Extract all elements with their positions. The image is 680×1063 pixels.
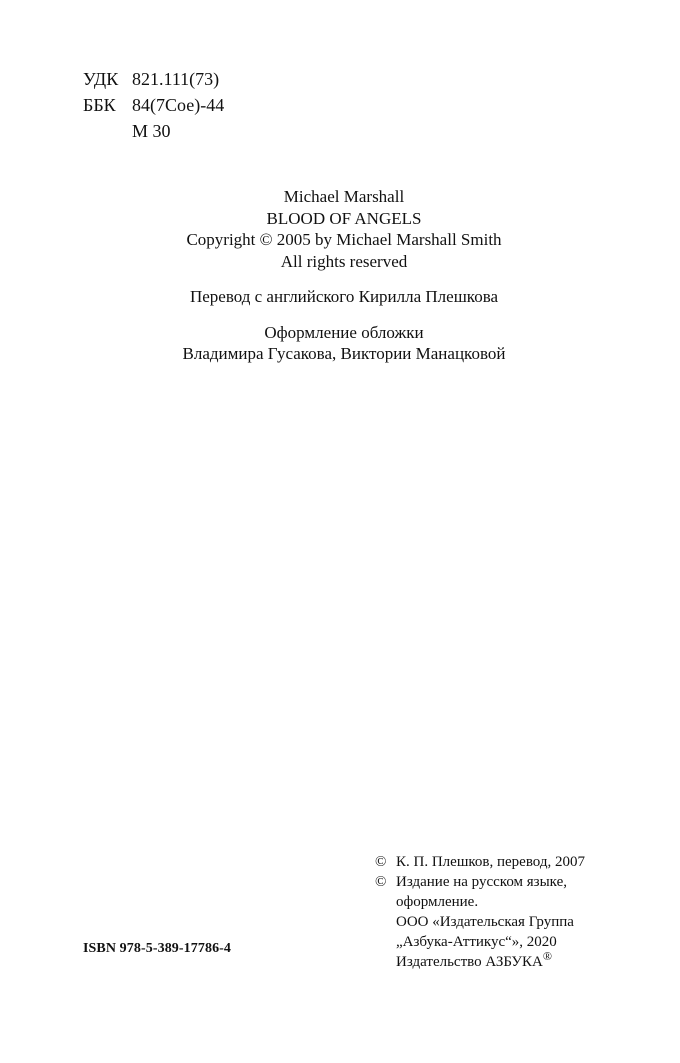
- copyright-line-translation: [375, 852, 645, 872]
- edition-copyright: Издание на русском языке,: [396, 874, 567, 890]
- copyright-symbol: ©: [375, 854, 387, 870]
- credits-block: [0, 186, 680, 365]
- original-author: Michael Marshall: [283, 187, 405, 206]
- copyright-line-edition: [375, 872, 645, 892]
- udk-label: УДК: [83, 69, 119, 89]
- original-title: BLOOD OF ANGELS: [266, 208, 422, 228]
- bbk-label: ББК: [83, 95, 116, 115]
- udk-value: 821.111(73): [132, 69, 220, 89]
- bbk-row: [83, 92, 224, 118]
- author-mark: М 30: [132, 121, 171, 141]
- copyright-block: [375, 852, 645, 972]
- publisher-name: Издательство АЗБУКА: [396, 954, 543, 970]
- publisher-group-year: „Азбука-Аттикус“», 2020: [396, 934, 557, 950]
- translation-copyright: К. П. Плешков, перевод, 2007: [396, 854, 585, 870]
- classification-block: [83, 66, 224, 144]
- copyright-symbol: ©: [375, 874, 387, 890]
- cover-design-label: Оформление обложки: [264, 322, 424, 342]
- publisher-group: ООО «Издательская Группа: [396, 914, 574, 930]
- udk-row: [83, 66, 224, 92]
- translation-credit: Перевод с английского Кирилла Плешкова: [189, 287, 499, 306]
- original-copyright: Copyright © 2005 by Michael Marshall Smith: [186, 230, 502, 249]
- cover-designers: Владимира Гусакова, Виктории Манацковой: [182, 344, 506, 363]
- edition-copyright-cont: оформление.: [396, 894, 479, 910]
- rights-reserved: All rights reserved: [280, 251, 408, 271]
- bbk-value: 84(7Сое)-44: [132, 95, 225, 115]
- isbn-number: ISBN 978-5-389-17786-4: [83, 941, 232, 956]
- publisher-name-row: [375, 949, 645, 972]
- registered-mark: ®: [542, 949, 553, 963]
